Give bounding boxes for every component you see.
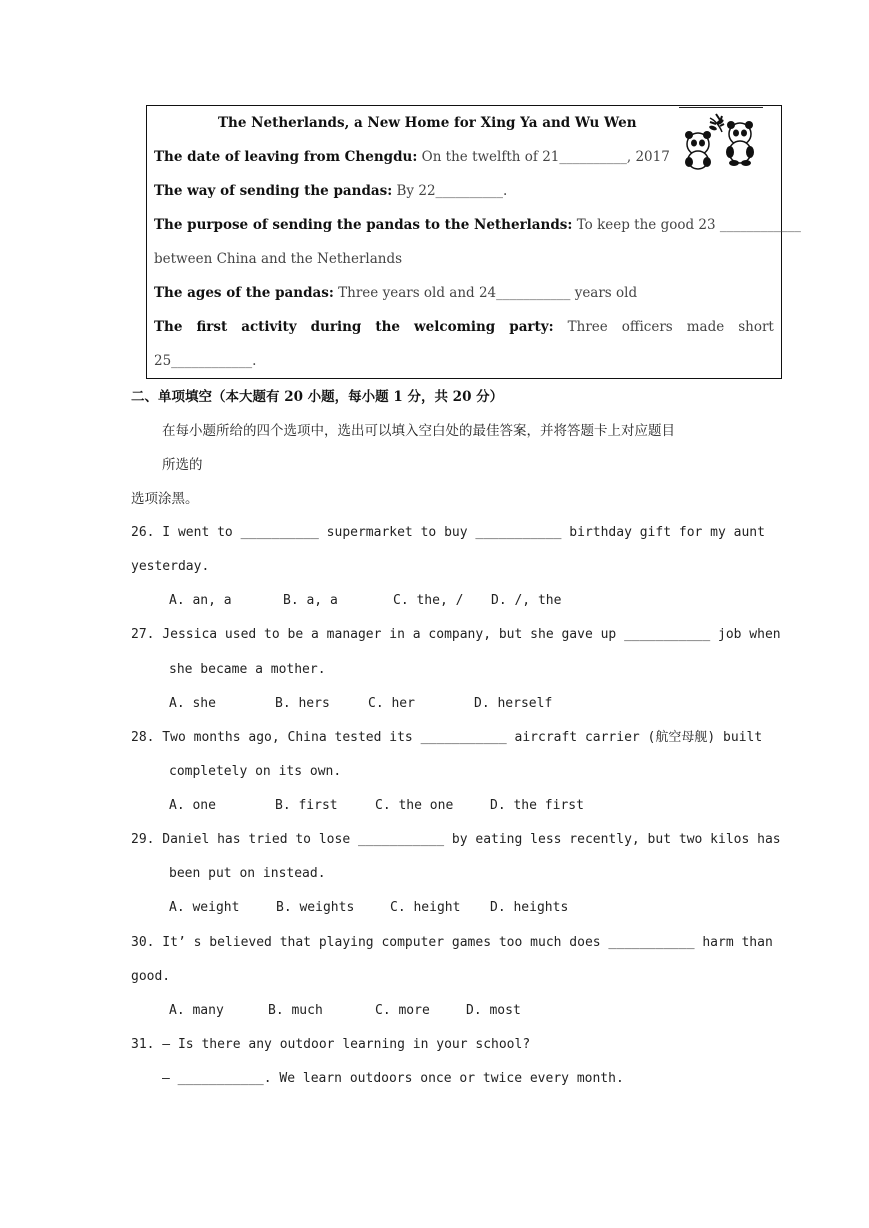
option-d: D. /, the <box>491 593 562 608</box>
option-b: B. a, a <box>283 593 338 608</box>
word: The <box>154 319 183 335</box>
panda-image-top-rule <box>679 107 763 108</box>
option-b: B. first <box>275 798 338 813</box>
option-b: B. hers <box>275 696 330 711</box>
question-26: 26. I went to __________ supermarket to buy ___________ birthday gift for my aunt <box>131 525 765 540</box>
word: during <box>310 319 362 335</box>
word: Three <box>567 319 608 335</box>
option-d: D. herself <box>474 696 553 711</box>
word: welcoming <box>414 319 496 335</box>
option-b: B. much <box>268 1003 323 1018</box>
option-c: C. the, / <box>393 593 464 608</box>
word: first <box>196 319 228 335</box>
option-d: D. most <box>466 1003 521 1018</box>
option-d: D. the first <box>490 798 584 813</box>
question-29-cont: been put on instead. <box>169 866 326 881</box>
panda-right <box>726 121 754 166</box>
word: short <box>738 319 774 335</box>
row-ages-label: The ages of the pandas: <box>154 285 334 301</box>
row-purpose <box>154 215 801 235</box>
question-30-options <box>169 1001 521 1021</box>
row-way-label: The way of sending the pandas: <box>154 183 393 199</box>
word: made <box>686 319 725 335</box>
word: party: <box>509 319 554 335</box>
row-date-value: On the twelfth of 21__________, 2017 <box>421 149 670 165</box>
word: officers <box>621 319 673 335</box>
option-b: B. weights <box>276 900 355 915</box>
question-31: 31. — Is there any outdoor learning in your school? <box>131 1037 531 1052</box>
question-29: 29. Daniel has tried to lose ___________ by eating less recently, but two kilos has <box>131 832 781 847</box>
row-activity-continuation: 25____________. <box>154 353 257 369</box>
word: the <box>375 319 401 335</box>
question-31-reply: — ___________. We learn outdoors once or twice every month. <box>162 1071 624 1086</box>
option-c: C. more <box>375 1003 430 1018</box>
option-d: D. heights <box>490 900 569 915</box>
row-way <box>154 181 507 201</box>
instructions-line1: 在每小题所给的四个选项中，选出可以填入空白处的最佳答案，并将答题卡上对应题目 <box>162 423 675 439</box>
row-purpose-label: The purpose of sending the pandas to the Netherlands: <box>154 217 573 233</box>
question-29-options <box>169 898 568 918</box>
question-30: 30. It’ s believed that playing computer games too much does ___________ harm than <box>131 935 773 950</box>
question-26-options <box>169 591 561 611</box>
option-c: C. the one <box>375 798 454 813</box>
option-a: A. one <box>169 798 216 813</box>
word: activity <box>241 319 297 335</box>
question-26-cont: yesterday. <box>131 559 210 574</box>
row-date <box>154 147 670 167</box>
panda-left <box>685 131 711 169</box>
row-purpose-value: To keep the good 23 ____________ <box>576 217 801 233</box>
option-c: C. her <box>368 696 415 711</box>
option-a: A. many <box>169 1003 224 1018</box>
option-a: A. she <box>169 696 216 711</box>
question-27-cont: she became a mother. <box>169 662 326 677</box>
question-27: 27. Jessica used to be a manager in a company, but she gave up ___________ job when <box>131 627 781 642</box>
question-28-options <box>169 796 584 816</box>
row-purpose-continuation: between China and the Netherlands <box>154 251 403 267</box>
instructions-line3: 选项涂黑。 <box>131 491 199 507</box>
row-ages-value: Three years old and 24___________ years old <box>338 285 638 301</box>
question-28-cont: completely on its own. <box>169 764 342 779</box>
instructions-line2: 所选的 <box>162 457 203 473</box>
panda-illustration <box>680 110 770 174</box>
table-title: The Netherlands, a New Home for Xing Ya and Wu Wen <box>218 115 637 131</box>
option-c: C. height <box>390 900 461 915</box>
question-30-cont: good. <box>131 969 171 984</box>
question-27-options <box>169 694 552 714</box>
row-activity <box>154 317 774 337</box>
row-way-value: By 22__________. <box>396 183 508 199</box>
row-ages <box>154 283 637 303</box>
section-heading: 二、单项填空（本大题有 20 小题，每小题 1 分，共 20 分） <box>131 389 504 405</box>
option-a: A. weight <box>169 900 240 915</box>
option-a: A. an, a <box>169 593 232 608</box>
question-28: 28. Two months ago, China tested its ___________ aircraft carrier (航空母舰) built <box>131 730 763 745</box>
row-date-label: The date of leaving from Chengdu: <box>154 149 418 165</box>
